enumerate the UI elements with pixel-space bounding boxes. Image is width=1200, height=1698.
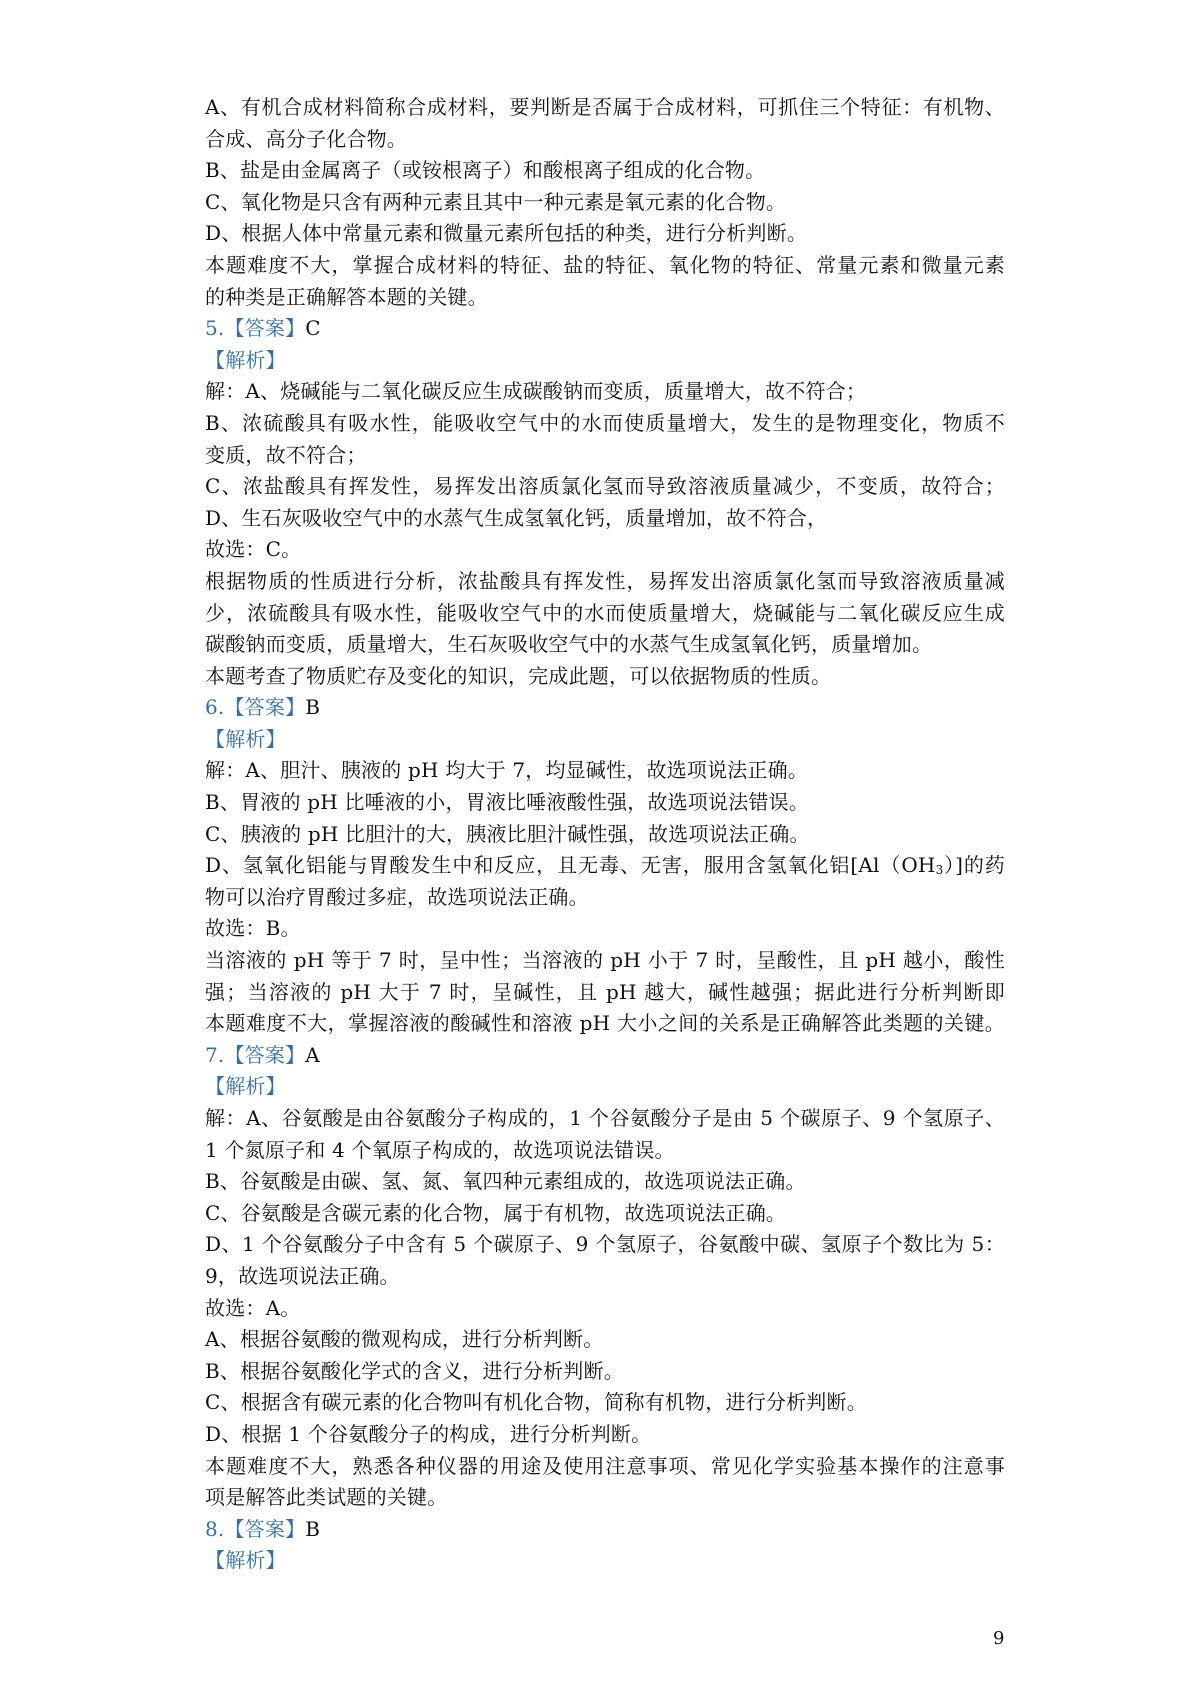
text-line bbox=[205, 945, 1005, 977]
line-text: 合成、高分子化合物。 bbox=[205, 126, 407, 151]
text-line bbox=[205, 534, 1005, 566]
text-line bbox=[205, 155, 1005, 187]
text-line bbox=[205, 376, 1005, 408]
text-line bbox=[205, 440, 1005, 472]
line-text: C、谷氨酸是含碳元素的化合物，属于有机物，故选项说法正确。 bbox=[205, 1200, 787, 1225]
text-line bbox=[205, 1135, 1005, 1167]
text-line bbox=[205, 345, 1005, 377]
text-line bbox=[205, 692, 1005, 724]
line-text: B、盐是由金属离子（或铵根离子）和酸根离子组成的化合物。 bbox=[205, 158, 766, 183]
text-line bbox=[205, 913, 1005, 945]
line-text: 故选：C。 bbox=[205, 537, 302, 562]
answer-label: 8.【答案】 bbox=[205, 1516, 306, 1541]
line-text: C、根据含有碳元素的化合物叫有机化合物，简称有机物，进行分析判断。 bbox=[205, 1390, 867, 1415]
line-text: 故选：A。 bbox=[205, 1295, 301, 1320]
line-text: 变质，故不符合； bbox=[205, 442, 367, 467]
text-line bbox=[205, 1229, 1005, 1261]
line-text: D、1 个谷氨酸分子中含有 5 个碳原子、9 个氢原子，谷氨酸中碳、氢原子个数比为 5： bbox=[205, 1232, 1005, 1257]
text-line bbox=[205, 1324, 1005, 1356]
line-text: C、氧化物是只含有两种元素且其中一种元素是氧元素的化合物。 bbox=[205, 189, 787, 214]
text-line bbox=[205, 313, 1005, 345]
line-text: 的种类是正确解答本题的关键。 bbox=[205, 284, 488, 309]
line-text: 当溶液的 pH 等于 7 时，呈中性；当溶液的 pH 小于 7 时，呈酸性，且 pH 越小，酸性 bbox=[205, 948, 1005, 973]
text-line bbox=[205, 724, 1005, 756]
line-text: C、浓盐酸具有挥发性，易挥发出溶质氯化氢而导致溶液质量减少，不变质，故符合； bbox=[205, 474, 1005, 499]
text-line bbox=[205, 850, 1005, 882]
document-body bbox=[205, 92, 1005, 1577]
text-line bbox=[205, 250, 1005, 282]
line-text: A、有机合成材料简称合成材料，要判断是否属于合成材料，可抓住三个特征：有机物、 bbox=[205, 95, 1005, 119]
text-line bbox=[205, 1008, 1005, 1040]
text-line bbox=[205, 1040, 1005, 1072]
text-line bbox=[205, 187, 1005, 219]
line-text: 解：A、胆汁、胰液的 pH 均大于 7，均显碱性，故选项说法正确。 bbox=[205, 758, 809, 783]
answer-label: 【解析】 bbox=[205, 1548, 286, 1573]
text-line bbox=[205, 819, 1005, 851]
line-text: B、根据谷氨酸化学式的含义，进行分析判断。 bbox=[205, 1358, 624, 1383]
line-text: B bbox=[305, 1516, 321, 1541]
answer-label: 【解析】 bbox=[205, 1074, 286, 1099]
line-text: B、浓硫酸具有吸水性，能吸收空气中的水而使质量增大，发生的是物理变化，物质不 bbox=[205, 410, 1005, 435]
line-text: D、根据 1 个谷氨酸分子的构成，进行分析判断。 bbox=[205, 1421, 652, 1446]
line-text: D、氢氧化铝能与胃酸发生中和反应，且无毒、无害，服用含氢氧化铝[Al（OH bbox=[205, 853, 936, 878]
line-text: A bbox=[305, 1042, 320, 1067]
answer-label: 【解析】 bbox=[205, 726, 286, 751]
text-line bbox=[205, 661, 1005, 693]
text-line bbox=[205, 408, 1005, 440]
line-text: 本题难度不大，熟悉各种仪器的用途及使用注意事项、常见化学实验基本操作的注意事 bbox=[205, 1453, 1005, 1478]
line-text: A、根据谷氨酸的微观构成，进行分析判断。 bbox=[205, 1327, 604, 1352]
line-text: 解：A、烧碱能与二氧化碳反应生成碳酸钠而变质，质量增大，故不符合； bbox=[205, 379, 867, 404]
line-text: 少，浓硫酸具有吸水性，能吸收空气中的水而使质量增大，烧碱能与二氧化碳反应生成 bbox=[205, 600, 1005, 625]
line-text: C、胰液的 pH 比胆汁的大，胰液比胆汁碱性强，故选项说法正确。 bbox=[205, 821, 810, 846]
text-line bbox=[205, 787, 1005, 819]
text-line bbox=[205, 1166, 1005, 1198]
text-line bbox=[205, 471, 1005, 503]
line-text: 故选：B。 bbox=[205, 916, 301, 941]
line-text: 1 个氮原子和 4 个氧原子构成的，故选项说法错误。 bbox=[205, 1137, 675, 1162]
text-line bbox=[205, 92, 1005, 124]
text-line bbox=[205, 1545, 1005, 1577]
line-text-tail: ）]的药 bbox=[943, 853, 1005, 878]
text-line bbox=[205, 566, 1005, 598]
line-text: 根据物质的性质进行分析，浓盐酸具有挥发性，易挥发出溶质氯化氢而导致溶液质量减 bbox=[205, 568, 1005, 593]
answer-label: 6.【答案】 bbox=[205, 695, 306, 720]
text-line bbox=[205, 1482, 1005, 1514]
line-text: 本题考查了物质贮存及变化的知识，完成此题，可以依据物质的性质。 bbox=[205, 663, 832, 688]
line-text: 物可以治疗胃酸过多症，故选项说法正确。 bbox=[205, 884, 589, 909]
line-text: 本题难度不大，掌握溶液的酸碱性和溶液 pH 大小之间的关系是正确解答此类题的关键。 bbox=[205, 1011, 1005, 1036]
text-line bbox=[205, 218, 1005, 250]
text-line bbox=[205, 124, 1005, 156]
text-line bbox=[205, 755, 1005, 787]
text-line bbox=[205, 1387, 1005, 1419]
text-line bbox=[205, 1514, 1005, 1546]
line-text: B、谷氨酸是由碳、氢、氮、氧四种元素组成的，故选项说法正确。 bbox=[205, 1169, 806, 1194]
line-text: 本题难度不大，掌握合成材料的特征、盐的特征、氧化物的特征、常量元素和微量元素 bbox=[205, 252, 1005, 277]
line-text: C bbox=[305, 316, 321, 341]
line-text: D、根据人体中常量元素和微量元素所包括的种类，进行分析判断。 bbox=[205, 221, 808, 246]
text-line bbox=[205, 882, 1005, 914]
line-text: 碳酸钠而变质，质量增大，生石灰吸收空气中的水蒸气生成氢氧化钙，质量增加。 bbox=[205, 632, 933, 657]
text-line bbox=[205, 1103, 1005, 1135]
text-line bbox=[205, 1419, 1005, 1451]
text-line bbox=[205, 977, 1005, 1009]
line-text: B、胃液的 pH 比唾液的小，胃液比唾液酸性强，故选项说法错误。 bbox=[205, 790, 810, 815]
line-text: B bbox=[305, 695, 321, 720]
text-line bbox=[205, 282, 1005, 314]
answer-label: 【解析】 bbox=[205, 347, 286, 372]
text-line bbox=[205, 629, 1005, 661]
subscript: 3 bbox=[935, 863, 944, 878]
line-text: 强；当溶液的 pH 大于 7 时，呈碱性，且 pH 越大，碱性越强；据此进行分析判断即 bbox=[205, 979, 1005, 1004]
line-text: 9，故选项说法正确。 bbox=[205, 1263, 400, 1288]
page-number: 9 bbox=[993, 1628, 1005, 1649]
line-text: 解：A、谷氨酸是由谷氨酸分子构成的，1 个谷氨酸分子是由 5 个碳原子、9 个氢原子、 bbox=[205, 1106, 1005, 1130]
answer-label: 7.【答案】 bbox=[205, 1042, 306, 1067]
text-line bbox=[205, 503, 1005, 535]
answer-label: 5.【答案】 bbox=[205, 316, 306, 341]
line-text: D、生石灰吸收空气中的水蒸气生成氢氧化钙，质量增加，故不符合， bbox=[205, 505, 828, 530]
text-line bbox=[205, 1451, 1005, 1483]
text-line bbox=[205, 1293, 1005, 1325]
text-line bbox=[205, 1261, 1005, 1293]
text-line bbox=[205, 1198, 1005, 1230]
text-line bbox=[205, 1071, 1005, 1103]
line-text: 项是解答此类试题的关键。 bbox=[205, 1485, 448, 1510]
text-line bbox=[205, 598, 1005, 630]
text-line bbox=[205, 1356, 1005, 1388]
